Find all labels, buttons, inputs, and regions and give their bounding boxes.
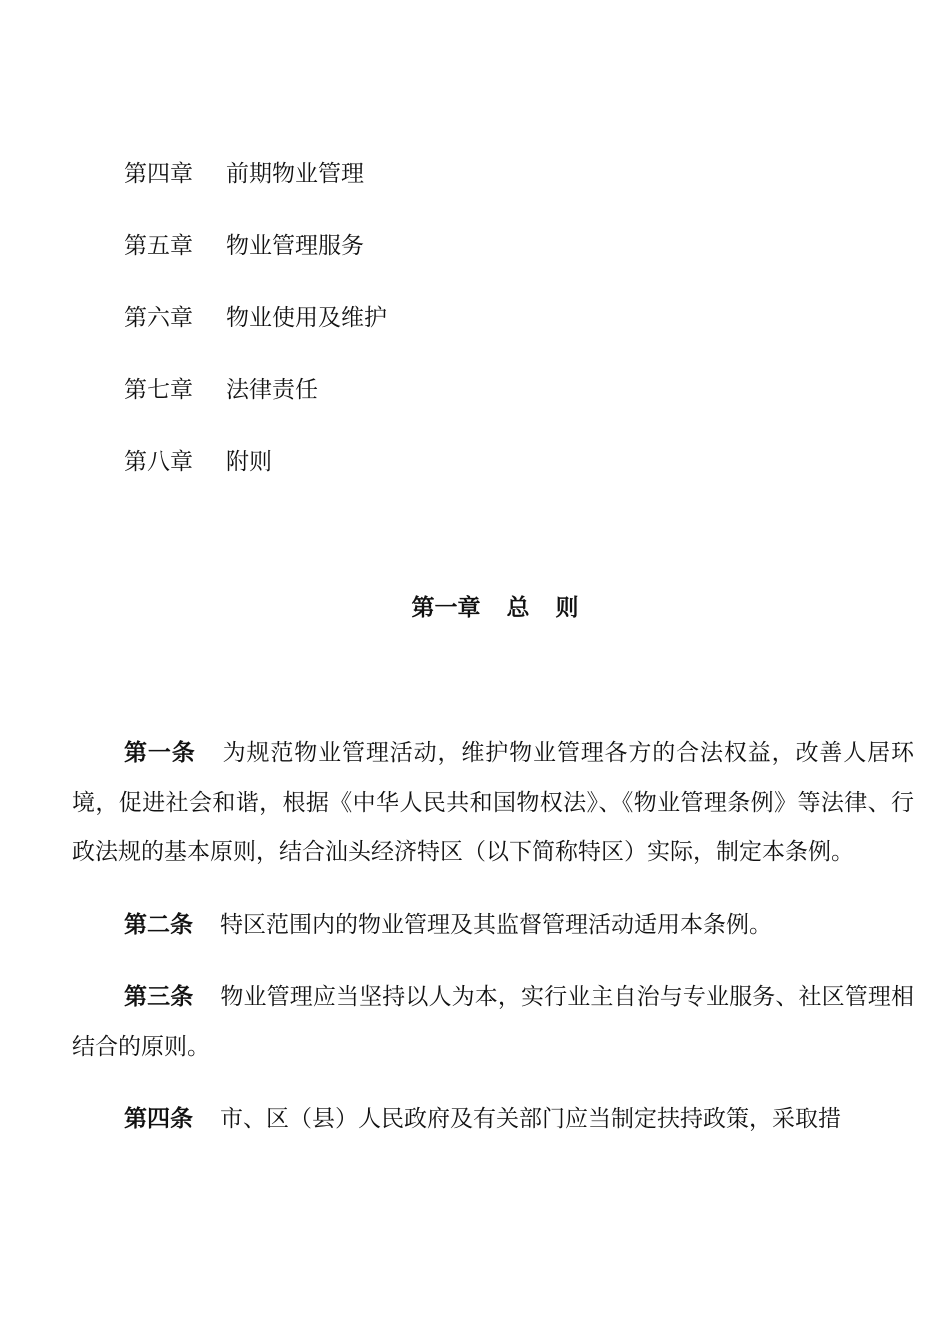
article-text: 为规范物业管理活动，维护物业管理各方的合法权益，改善人居环境，促进社会和谐，根据《中华人民共和国物权法》、《物业管理条例》等法律、行政法规的基本原则，结合汕头经济特区（以下简称特区）实际，制定本条例。	[72, 740, 915, 865]
toc-entry-chapter-8	[124, 444, 824, 516]
toc-chapter-title: 附则	[226, 449, 272, 475]
article-label: 第四条	[124, 1106, 193, 1132]
toc-chapter-title: 物业管理服务	[226, 233, 364, 259]
article-label: 第一条	[124, 740, 196, 766]
toc-chapter-title: 法律责任	[226, 377, 318, 403]
article-label: 第二条	[124, 911, 193, 938]
toc-chapter-title: 物业使用及维护	[226, 305, 387, 331]
toc-entry-chapter-5	[124, 228, 824, 300]
toc-entry-chapter-7	[124, 372, 824, 444]
toc-chapter-title: 前期物业管理	[226, 161, 364, 187]
article-paragraph	[72, 729, 914, 878]
article-paragraph	[72, 973, 914, 1072]
toc-chapter-number: 第六章	[124, 305, 193, 331]
article-label: 第三条	[124, 984, 194, 1010]
article-paragraph	[72, 901, 914, 951]
chapter-heading	[0, 590, 950, 626]
toc-chapter-number: 第七章	[124, 377, 193, 403]
article-text: 市、区（县）人民政府及有关部门应当制定扶持政策，采取措	[220, 1106, 841, 1132]
article-text: 特区范围内的物业管理及其监督管理活动适用本条例。	[220, 911, 772, 938]
article-paragraph	[72, 1095, 914, 1145]
toc-entry-chapter-4	[124, 156, 824, 228]
toc-chapter-number: 第五章	[124, 233, 193, 259]
chapter-title-part-2: 则	[555, 595, 579, 621]
toc-entry-chapter-6	[124, 300, 824, 372]
toc-chapter-number: 第八章	[124, 449, 193, 475]
article-text: 物业管理应当坚持以人为本，实行业主自治与专业服务、社区管理相结合的原则。	[72, 984, 914, 1060]
articles-body	[72, 729, 914, 1168]
table-of-contents	[124, 156, 824, 516]
toc-chapter-number: 第四章	[124, 161, 193, 187]
chapter-number: 第一章	[411, 595, 481, 621]
chapter-title-part-1: 总	[506, 595, 530, 621]
